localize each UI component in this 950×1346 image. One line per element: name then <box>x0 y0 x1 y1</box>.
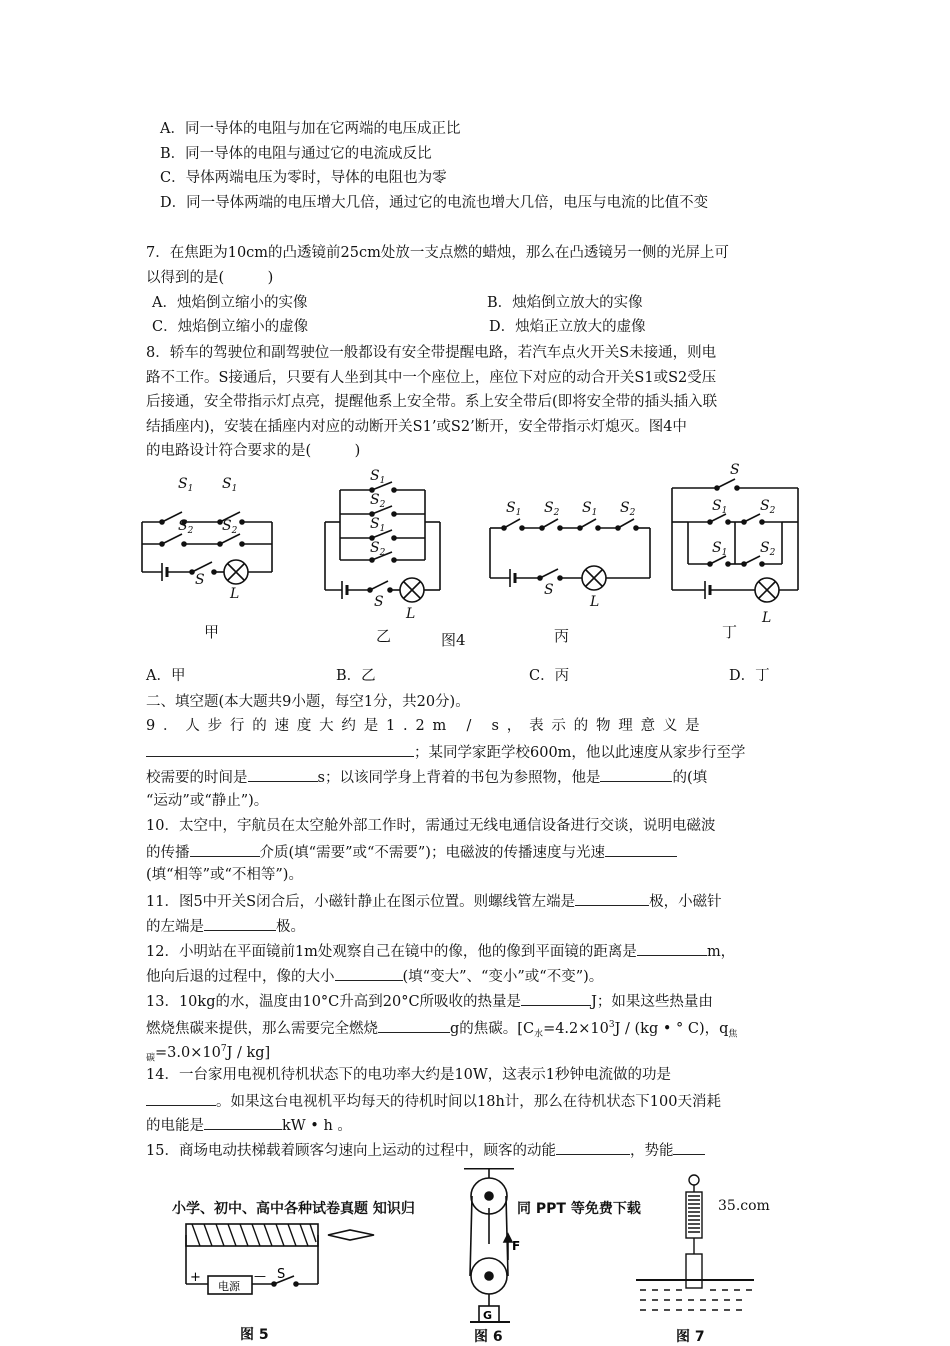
circuit-name-jia: 甲 <box>204 623 220 641</box>
circuit-bing <box>490 519 650 590</box>
q15-blank-1[interactable] <box>556 1139 630 1155</box>
bing-s1p-label: $S_1$ <box>582 500 598 518</box>
figure-6-caption: 图 6 <box>474 1329 503 1345</box>
q10-blank-1[interactable] <box>190 841 260 857</box>
q12-blank-1[interactable] <box>637 940 707 956</box>
q9-blank-1[interactable] <box>146 741 414 757</box>
q10-blank-2[interactable] <box>605 841 677 857</box>
q7-option-a: A．烛焰倒立缩小的实像 <box>152 295 308 311</box>
ding-s2p-label: $S_2$ <box>760 540 776 558</box>
q15-line1: 15．商场电动扶梯载着顾客匀速向上运动的过程中，顾客的动能 ，势能 <box>146 1139 705 1161</box>
fig5-plus: + <box>190 1270 201 1285</box>
q6-option-a: A．同一导体的电阻与加在它两端的电压成正比 <box>160 121 461 137</box>
jia-s1-label: $S_1$ <box>178 476 194 494</box>
q10-line2: 的传播 介质(填“需要”或“不需要”)；电磁波的传播速度与光速 <box>146 841 677 863</box>
q13-line2: 燃烧焦碳来提供，那么需要完全燃烧 g的焦碳。[$C_水=4.2\times 10^3J / (kg$ • ° C)，$q_焦$ <box>146 1015 737 1045</box>
figure-5-solenoid <box>186 1224 374 1294</box>
figure-7-spring-scale <box>636 1175 754 1310</box>
q14-line2: 。如果这台电视机平均每天的待机时间以18h计，那么在待机状态下100天消耗 <box>146 1090 721 1112</box>
q9-blank-2[interactable] <box>248 766 318 782</box>
watermark-banner-mid: 同 PPT 等免费下载 <box>517 1201 641 1217</box>
q13-blank-2[interactable] <box>378 1017 450 1033</box>
q9-line4: “运动”或“静止”)。 <box>146 793 269 809</box>
jia-s1p-label: $S_1$ <box>222 476 238 494</box>
q8-stem-line3: 后接通，安全带指示灯点亮，提醒他系上安全带。系上安全带后(即将安全带的插头插入联 <box>146 394 718 410</box>
q8-option-c: C．丙 <box>529 668 570 684</box>
fig6-force-label: F <box>512 1239 521 1253</box>
q11-line1: 11．图5中开关S闭合后，小磁针静止在图示位置。则螺线管左端是 极，小磁针 <box>146 890 722 912</box>
bing-s1-label: $S_1$ <box>506 500 522 518</box>
circuit-jia <box>142 512 272 584</box>
q14-blank-2[interactable] <box>204 1114 282 1130</box>
q7-option-b: B．烛焰倒立放大的实像 <box>487 295 643 311</box>
bing-s2p-label: $S_2$ <box>620 500 636 518</box>
yi-s-label: S <box>374 594 384 610</box>
q8-stem-line4: 结插座内)，安装在插座内对应的动断开关S1’或S2’断开，安全带指示灯熄灭。图4中 <box>146 419 687 435</box>
ding-l-label: L <box>762 610 772 626</box>
q8-option-a: A．甲 <box>146 668 186 684</box>
figure-4-caption: 图4 <box>441 631 466 649</box>
figure-6-pulley <box>464 1168 514 1322</box>
q7-option-c: C．烛焰倒立缩小的虚像 <box>152 319 309 335</box>
bing-s2-label: $S_2$ <box>544 500 560 518</box>
q6-option-c: C．导体两端电压为零时，导体的电阻也为零 <box>160 170 447 186</box>
fig5-minus: — <box>254 1269 266 1283</box>
ding-s-label: S <box>730 462 740 478</box>
fig6-weight-label: G <box>483 1309 493 1322</box>
q6-option-d: D．同一导体两端的电压增大几倍，通过它的电流也增大几倍，电压与电流的比值不变 <box>160 195 709 211</box>
q12-line1: 12．小明站在平面镜前1m处观察自己在镜中的像，他的像到平面镜的距离是 m， <box>146 940 735 962</box>
q11-blank-2[interactable] <box>204 915 276 931</box>
figure-5-caption: 图 5 <box>240 1327 269 1343</box>
q8-option-d: D．丁 <box>729 668 770 684</box>
watermark-banner <box>172 1198 415 1218</box>
q7-stem-line2: 以得到的是( ) <box>146 270 274 286</box>
q15-blank-2[interactable] <box>673 1139 705 1155</box>
jia-s-label: S <box>195 572 205 588</box>
q8-option-b: B．乙 <box>336 668 376 684</box>
q12-blank-2[interactable] <box>335 965 403 981</box>
banner-left: 小学、初中、高中各种试卷真题 知识归 <box>172 1201 415 1217</box>
bing-s-label: S <box>544 582 554 598</box>
q8-stem-line2: 路不工作。S接通后，只要有人坐到其中一个座位上，座位下对应的动合开关S1或S2受压 <box>146 370 717 386</box>
q8-stem-line5: 的电路设计符合要求的是( ) <box>146 443 361 459</box>
q13-line3: $_碳=3.0\times 10^7J / kg$] <box>146 1044 271 1064</box>
figure-7-caption: 图 7 <box>676 1329 705 1345</box>
figures-5-6-7 <box>170 1168 820 1344</box>
ding-s2-label: $S_2$ <box>760 498 776 516</box>
ding-s1-label: $S_1$ <box>712 498 728 516</box>
yi-l-label: L <box>406 606 416 622</box>
section-2-title: 二、填空题(本大题共9小题，每空1分，共20分)。 <box>146 694 470 710</box>
circuit-name-ding: 丁 <box>722 623 738 641</box>
circuit-name-yi: 乙 <box>376 627 392 645</box>
q14-line3: 的电能是 kW • h 。 <box>146 1114 352 1136</box>
q9-line3: 校需要的时间是 s；以该同学身上背着的书包为参照物，他是 的(填 <box>146 766 707 788</box>
q14-blank-1[interactable] <box>146 1090 216 1106</box>
q12-line2: 他向后退的过程中，像的大小 (填“变大”、“变小”或“不变”)。 <box>146 965 603 987</box>
q8-stem-line1: 8．轿车的驾驶位和副驾驶位一般都设有安全带提醒电路，若汽车点火开关S未接通，则电 <box>146 345 717 361</box>
yi-s2p-label: $S_2$ <box>370 540 386 558</box>
yi-s2-label: $S_2$ <box>370 492 386 510</box>
fig5-switch-label: S <box>277 1267 286 1282</box>
q9-line1: 9．人步行的速度大约是1.2m / s，表示的物理意义是 <box>146 718 708 734</box>
q10-line1: 10．太空中，宇航员在太空舱外部工作时，需通过无线电通信设备进行交谈，说明电磁波 <box>146 818 716 834</box>
q11-line2: 的左端是 极。 <box>146 915 305 937</box>
ding-s1p-label: $S_1$ <box>712 540 728 558</box>
yi-s1p-label: $S_1$ <box>370 516 386 534</box>
circuit-name-bing: 丙 <box>554 627 570 645</box>
watermark-banner-right: 35.com <box>718 1198 770 1214</box>
q14-line1: 14．一台家用电视机待机状态下的电功率大约是10W，这表示1秒钟电流做的功是 <box>146 1067 672 1083</box>
bing-l-label: L <box>590 594 600 610</box>
fig5-power-label: 电源 <box>218 1280 240 1293</box>
q7-option-d: D．烛焰正立放大的虚像 <box>489 319 646 335</box>
q9-line2: ；某同学家距学校600m，他以此速度从家步行至学 <box>146 741 745 763</box>
q10-line3: (填“相等”或“不相等”)。 <box>146 867 303 883</box>
jia-s2p-label: $S_2$ <box>222 518 238 536</box>
q7-stem-line1: 7．在焦距为10cm的凸透镜前25cm处放一支点燃的蜡烛，那么在凸透镜另一侧的光屏上可 <box>146 245 729 261</box>
yi-s1-label: $S_1$ <box>370 468 386 486</box>
q13-blank-1[interactable] <box>521 990 591 1006</box>
q6-option-b: B．同一导体的电阻与通过它的电流成反比 <box>160 146 432 162</box>
figure-4-circuits <box>130 460 810 660</box>
jia-s2-label: $S_2$ <box>178 518 194 536</box>
q9-blank-3[interactable] <box>600 766 672 782</box>
q11-blank-1[interactable] <box>575 890 649 906</box>
jia-l-label: L <box>230 586 240 602</box>
circuit-ding <box>672 479 798 602</box>
q13-line1: 13．10kg的水，温度由10°C升高到20°C所吸收的热量是 J；如果这些热量由 <box>146 990 713 1012</box>
